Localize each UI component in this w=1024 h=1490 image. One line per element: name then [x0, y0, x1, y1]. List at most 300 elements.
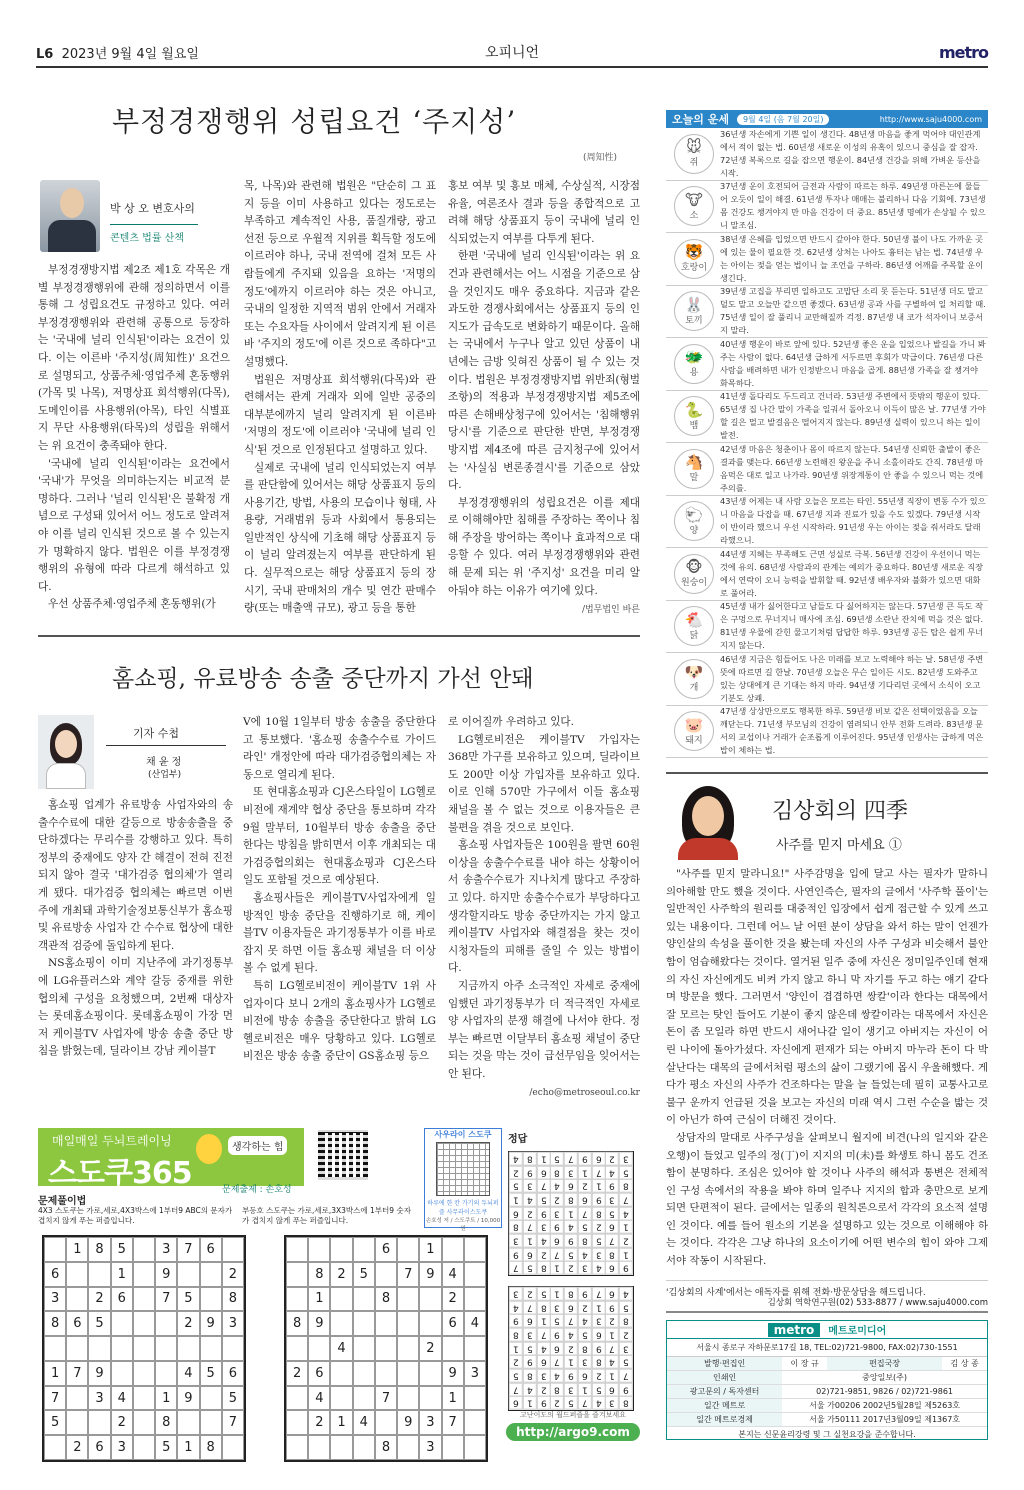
- sudoku-cell[interactable]: 7: [44, 1386, 66, 1411]
- sudoku-cell[interactable]: [442, 1435, 464, 1460]
- sudoku-cell[interactable]: [397, 1336, 419, 1361]
- answer-cell: 2: [564, 1261, 578, 1275]
- answer-cell: 7: [550, 1355, 564, 1369]
- sudoku-cell[interactable]: [353, 1237, 375, 1262]
- answer-cell: 4: [564, 1328, 578, 1342]
- divider: [38, 635, 640, 637]
- answer-cell: 5: [523, 1261, 537, 1275]
- answer-cell: 2: [550, 1193, 564, 1207]
- column-label: 기자 수첩: [133, 727, 180, 740]
- answer-grid-2: [508, 1286, 634, 1411]
- sudoku-cell[interactable]: 1: [111, 1262, 133, 1287]
- sudoku-cell[interactable]: 6: [375, 1237, 397, 1262]
- sudoku-cell[interactable]: 9: [177, 1386, 199, 1411]
- sudoku-cell[interactable]: 6: [200, 1237, 222, 1262]
- sudoku-cell[interactable]: [111, 1311, 133, 1336]
- answer-cell: 9: [523, 1166, 537, 1180]
- sudoku-cell[interactable]: 5: [155, 1435, 177, 1460]
- sudoku-cell[interactable]: 6: [308, 1361, 330, 1386]
- answer-cell: 2: [564, 1342, 578, 1356]
- answer-cell: 1: [605, 1369, 619, 1383]
- sudoku-cell[interactable]: 8: [155, 1410, 177, 1435]
- answer-cell: 2: [537, 1383, 551, 1397]
- sudoku-cell[interactable]: 8: [44, 1311, 66, 1336]
- sudoku-cell[interactable]: [286, 1237, 308, 1262]
- zodiac-icon: 🐔 닭: [674, 606, 714, 646]
- sudoku-grid-1[interactable]: [42, 1235, 246, 1462]
- zodiac-icon: 🐷 돼지: [674, 711, 714, 751]
- sudoku-cell[interactable]: 8: [286, 1311, 308, 1336]
- metro-box-name: 메트로미디어: [828, 1326, 887, 1337]
- sudoku-cell[interactable]: [397, 1361, 419, 1386]
- sudoku-cell[interactable]: 4: [464, 1311, 486, 1336]
- sudoku-cell[interactable]: [464, 1410, 486, 1435]
- fortune-date: 9월 4일 (음 7월 20일): [737, 114, 830, 125]
- sudoku-cell[interactable]: [222, 1336, 244, 1361]
- answer-label: 정답: [508, 1134, 528, 1145]
- sudoku-cell[interactable]: [397, 1386, 419, 1411]
- sudoku-cell[interactable]: 7: [442, 1410, 464, 1435]
- fortune-title: 오늘의 운세: [672, 113, 729, 126]
- sudoku-cell[interactable]: [44, 1336, 66, 1361]
- sudoku-cell[interactable]: 2: [177, 1311, 199, 1336]
- sudoku-cell[interactable]: [330, 1311, 352, 1336]
- answer-cell: 2: [619, 1234, 633, 1248]
- sudoku-cell[interactable]: 2: [308, 1410, 330, 1435]
- sudoku-cell[interactable]: 3: [44, 1287, 66, 1312]
- paragraph: 법원은 저명상표 희석행위(다목)와 관련해서는 관계 거래자 외에 일반 공중의 대부분에까지 널리 알려지게 된 이른바 '저명의 정도'에 이르러야 '국내에 널리 인식'된 것으로 인정된다고 설명하고 있다.: [244, 373, 436, 456]
- cell: 광고문의 / 독자센터: [667, 1385, 782, 1399]
- sudoku-cell[interactable]: 1: [330, 1410, 352, 1435]
- sudoku-cell[interactable]: [442, 1237, 464, 1262]
- zodiac-icon: 🐯 호랑이: [674, 239, 714, 279]
- sudoku-cell[interactable]: [177, 1262, 199, 1287]
- sudoku-cell[interactable]: [200, 1287, 222, 1312]
- answer-cell: 8: [509, 1220, 523, 1234]
- answer-cell: 1: [523, 1234, 537, 1248]
- answer-cell: 5: [605, 1207, 619, 1221]
- page-date: L6 2023년 9월 4일 월요일: [36, 46, 199, 62]
- sudoku-cell[interactable]: [155, 1361, 177, 1386]
- sudoku-cell[interactable]: [66, 1262, 88, 1287]
- sudoku-cell[interactable]: 1: [155, 1386, 177, 1411]
- answer-cell: 6: [509, 1396, 523, 1410]
- sudoku-cell[interactable]: 5: [200, 1361, 222, 1386]
- sudoku-cell[interactable]: 1: [66, 1237, 88, 1262]
- sudoku-cell[interactable]: 9: [308, 1311, 330, 1336]
- answer-cell: 2: [578, 1301, 592, 1315]
- answer-cell: 4: [605, 1355, 619, 1369]
- metro-box-logo: metro: [768, 1323, 821, 1337]
- answer-cell: 6: [564, 1179, 578, 1193]
- sudoku-cell[interactable]: 2: [111, 1410, 133, 1435]
- answer-cell: 6: [592, 1328, 606, 1342]
- article1-col3: [448, 178, 640, 620]
- paragraph: 홈쇼핑사들은 케이블TV사업자에게 일방적인 방송 중단을 진행하기로 해, 케이블TV 이용자들은 과기정통부가 이를 바로잡지 못 하면 이들 홈쇼핑 채널을 더 이상 볼 수 없게 된다.: [243, 891, 436, 975]
- sudoku-cell[interactable]: [464, 1287, 486, 1312]
- answer-cell: 1: [619, 1248, 633, 1262]
- paragraph: '국내에 널리 인식된'이라는 요건에서 '국내'가 무엇을 의미하는지는 비교적 분명하다. 그러나 '널리 인식된'은 불확정 개념으로 구성돼 있어서 어느 정도로 알려져야 이를 널리 인식된 것으로 볼 수 있는지가 명확하지 않다. 법원은 이를 부정경쟁행위의 유형에 따라 다르게 해석하고 있다.: [38, 457, 230, 593]
- cell: 서울 가50111 2017년3월09일 제1367호: [782, 1413, 987, 1427]
- sudoku-cell[interactable]: [111, 1361, 133, 1386]
- answer-cell: 6: [550, 1234, 564, 1248]
- sudoku-cell[interactable]: 7: [66, 1361, 88, 1386]
- answer-cell: 9: [605, 1301, 619, 1315]
- answer-cell: 6: [509, 1207, 523, 1221]
- fortune-text: 45년생 내가 싫어한다고 남들도 다 싫어하지는 않는다. 57년생 큰 득도 작은 구멍으로 무너지니 매사에 조심. 69년생 소란난 잔치에 먹을 것은 없다. 81년생 우물에 갇힌 물고기처럼 답답한 하루. 93년생 공든 탑은 쉽게 무너지지 않는다.: [720, 601, 984, 651]
- sudoku-cell[interactable]: 5: [111, 1237, 133, 1262]
- sudoku-cell[interactable]: 9: [397, 1410, 419, 1435]
- answer-cell: 2: [509, 1355, 523, 1369]
- sudoku-cell[interactable]: 5: [177, 1287, 199, 1312]
- sudoku-cell[interactable]: [330, 1386, 352, 1411]
- answer-cell: 7: [523, 1220, 537, 1234]
- sudoku-cell[interactable]: [308, 1237, 330, 1262]
- answer-cell: 3: [592, 1314, 606, 1328]
- qr-code-overlay: [318, 1130, 368, 1180]
- sudoku-cell[interactable]: 6: [111, 1287, 133, 1312]
- answer-cell: 5: [592, 1234, 606, 1248]
- answer-cell: 4: [605, 1166, 619, 1180]
- article2-col3: [448, 714, 640, 1103]
- answer-cell: 3: [578, 1355, 592, 1369]
- fortune-url: http://www.saju4000.com: [879, 114, 982, 124]
- sudoku-cell[interactable]: [88, 1410, 110, 1435]
- sudoku-cell[interactable]: 9: [88, 1361, 110, 1386]
- sudoku-cell[interactable]: 7: [375, 1386, 397, 1411]
- paragraph: 로 이어질까 우려하고 있다.: [448, 716, 575, 728]
- sudoku-cell[interactable]: [200, 1262, 222, 1287]
- answer-cell: 8: [578, 1342, 592, 1356]
- cell: 김 상 종: [942, 1357, 987, 1371]
- sudoku-cell[interactable]: 9: [442, 1361, 464, 1386]
- sudoku-cell[interactable]: 3: [464, 1361, 486, 1386]
- sudoku-cell[interactable]: [286, 1386, 308, 1411]
- zodiac-icon: 🐑 양: [674, 501, 714, 541]
- sudoku-cell[interactable]: [66, 1410, 88, 1435]
- sudoku-cell[interactable]: [44, 1237, 66, 1262]
- sudoku-cell[interactable]: [133, 1435, 155, 1460]
- answer-cell: 5: [523, 1342, 537, 1356]
- sudoku-cell[interactable]: 1: [419, 1237, 441, 1262]
- sudoku-cell[interactable]: 6: [66, 1311, 88, 1336]
- sudoku-cell[interactable]: 1: [44, 1361, 66, 1386]
- paragraph: 한편 '국내에 널리 인식된'이라는 위 요건과 관련해서는 어느 시점을 기준으로 삼을 것인지도 매우 중요하다. 지금과 같은 과도한 경쟁사회에서는 상품표지 등의 인지도가 급속도로 변화하기 때문이다. 올해는 국내에서 누구나 알고 있던 상품이 내년에는 금방 잊혀진 상품이 될 수 있는 것이다. 법원은 부정경쟁방지법 위반죄(형벌 조항)의 적용과 부정경쟁방지법 제5조에 따른 손해배상청구에 있어서는 '침해행위 당시'를 기준으로 판단한 반면, 부정경쟁방지법 제4조에 따른 금지청구에 있어서는 '사실심 변론종결시'를 기준으로 삼았다.: [448, 250, 640, 492]
- article2-col1: [38, 797, 233, 1061]
- answer-cell: 8: [564, 1193, 578, 1207]
- sudoku-cell[interactable]: [133, 1311, 155, 1336]
- answer-cell: 7: [550, 1248, 564, 1262]
- answer-cell: 2: [605, 1152, 619, 1166]
- answer-cell: 7: [523, 1301, 537, 1315]
- answer-cell: 7: [564, 1314, 578, 1328]
- sudoku-cell[interactable]: [353, 1287, 375, 1312]
- answer-cell: 4: [592, 1261, 606, 1275]
- sudoku-cell[interactable]: [222, 1237, 244, 1262]
- sudoku-cell[interactable]: [155, 1336, 177, 1361]
- sudoku-cell[interactable]: 3: [155, 1237, 177, 1262]
- sudoku-cell[interactable]: [133, 1237, 155, 1262]
- sudoku-cell[interactable]: [375, 1336, 397, 1361]
- fortune-text: 42년생 마음은 청춘이나 몸이 따르지 않는다. 54년생 신뢰한 출발이 좋은 결과를 맺는다. 66년생 노련해진 왕운을 주니 소홀이라도 간직. 78년생 마음먹은 대로 일고 나가라. 90년생 위장계통이 안 좋을 수 있으니 먹는 것에 주의를.: [720, 443, 984, 493]
- sudoku-cell[interactable]: [66, 1386, 88, 1411]
- sudoku-cell[interactable]: 2: [88, 1287, 110, 1312]
- paragraph: LG헬로비전은 케이블TV 가입자는 368만 가구를 보유하고 있으며, 딜라이브도 200만 이상 가입자를 보유하고 있다. 이로 인해 570만 가구에서 이들 홈쇼핑 채널을 볼 수 없는 것으로 이용자들은 큰 불편을 겪을 것으로 보인다.: [448, 733, 640, 834]
- sudoku-cell[interactable]: [200, 1386, 222, 1411]
- sudoku-cell[interactable]: 3: [222, 1311, 244, 1336]
- sudoku-cell[interactable]: [88, 1336, 110, 1361]
- answer-cell: 6: [564, 1301, 578, 1315]
- answer-cell: 4: [578, 1248, 592, 1262]
- sudoku-cell[interactable]: 5: [88, 1311, 110, 1336]
- sudoku-cell[interactable]: [353, 1336, 375, 1361]
- sudoku-cell[interactable]: [133, 1336, 155, 1361]
- zodiac-icon: 🐵 원숭이: [674, 554, 714, 594]
- cell: 이 장 규: [782, 1357, 827, 1371]
- sudoku-cell[interactable]: [200, 1336, 222, 1361]
- sudoku-cell[interactable]: [286, 1435, 308, 1460]
- sudoku-cell[interactable]: [397, 1311, 419, 1336]
- answer-cell: 7: [619, 1369, 633, 1383]
- sudoku-cell[interactable]: [133, 1287, 155, 1312]
- sudoku-cell[interactable]: 2: [442, 1287, 464, 1312]
- zodiac-name: 토끼: [685, 315, 703, 326]
- sudoku-cell[interactable]: [353, 1435, 375, 1460]
- sudoku-cell[interactable]: 8: [88, 1237, 110, 1262]
- argo-url[interactable]: http://argo9.com: [506, 1423, 640, 1441]
- sudoku-section: [38, 1128, 640, 1460]
- sudoku-cell[interactable]: [353, 1311, 375, 1336]
- sudoku-cell[interactable]: 5: [222, 1386, 244, 1411]
- answer-cell: 2: [523, 1207, 537, 1221]
- answer-cell: 7: [537, 1179, 551, 1193]
- sudoku-cell[interactable]: [464, 1336, 486, 1361]
- sudoku-cell[interactable]: [375, 1262, 397, 1287]
- sudoku-cell[interactable]: 9: [155, 1262, 177, 1287]
- zodiac-name: 쥐: [689, 158, 699, 169]
- book-ad[interactable]: [424, 1128, 502, 1232]
- sudoku-cell[interactable]: 7: [397, 1262, 419, 1287]
- article1-col1: [38, 262, 230, 614]
- sudoku-cell[interactable]: 3: [419, 1410, 441, 1435]
- fortune-row: [666, 338, 988, 391]
- sudoku-cell[interactable]: [88, 1262, 110, 1287]
- sudoku-cell[interactable]: 3: [111, 1435, 133, 1460]
- zodiac-icon: 🐰 토끼: [674, 291, 714, 331]
- sudoku-cell[interactable]: 1: [177, 1435, 199, 1460]
- fortune-text: 37년생 운이 호전되어 금전과 사람이 따르는 하루. 49년생 마른논에 물들어 오듯이 일이 해결. 61년생 투자나 매매는 불리하니 다음 기회에. 73년생 몸 건강도 챙겨야지 만 마음 건강이 더 중요. 85년생 명예가 손상될 수 있으니 말조심.: [720, 181, 986, 231]
- sudoku-cell[interactable]: [464, 1262, 486, 1287]
- sudoku-cell[interactable]: 7: [177, 1237, 199, 1262]
- answer-cell: 7: [578, 1396, 592, 1410]
- sudoku-cell[interactable]: [155, 1311, 177, 1336]
- sudoku-cell[interactable]: 9: [200, 1311, 222, 1336]
- answer-cell: 6: [605, 1220, 619, 1234]
- sudoku-cell[interactable]: [177, 1410, 199, 1435]
- zodiac-icon: 🐭 쥐: [674, 134, 714, 174]
- answer-cell: 7: [605, 1234, 619, 1248]
- sudoku-cell[interactable]: [66, 1287, 88, 1312]
- answer-cell: 9: [550, 1328, 564, 1342]
- sudoku-cell[interactable]: 1: [308, 1287, 330, 1312]
- answer-cell: 2: [592, 1369, 606, 1383]
- sudoku-cell[interactable]: [133, 1361, 155, 1386]
- sudoku-cell[interactable]: 8: [222, 1287, 244, 1312]
- answer-cell: 9: [537, 1396, 551, 1410]
- sudoku-cell[interactable]: 8: [375, 1287, 397, 1312]
- sudoku-cell[interactable]: 2: [66, 1435, 88, 1460]
- sudoku-cell[interactable]: [464, 1386, 486, 1411]
- answer-cell: 4: [537, 1234, 551, 1248]
- sudoku-cell[interactable]: 2: [222, 1262, 244, 1287]
- answer-cell: 4: [564, 1220, 578, 1234]
- answer-cell: 3: [564, 1166, 578, 1180]
- answer-cell: 1: [592, 1301, 606, 1315]
- sudoku-cell[interactable]: [397, 1435, 419, 1460]
- answer-grid-1: [508, 1151, 634, 1276]
- zodiac-name: 말: [689, 473, 699, 484]
- sudoku-cell[interactable]: [330, 1237, 352, 1262]
- sudoku-cell[interactable]: [419, 1361, 441, 1386]
- sudoku-cell[interactable]: 6: [88, 1435, 110, 1460]
- divider: [666, 772, 988, 774]
- banner-title: 스도쿠365: [48, 1156, 192, 1191]
- sudoku-cell[interactable]: 8: [200, 1435, 222, 1460]
- sudoku-cell[interactable]: [66, 1336, 88, 1361]
- sudoku-cell[interactable]: 7: [155, 1287, 177, 1312]
- sudoku-cell[interactable]: [375, 1311, 397, 1336]
- sudoku-cell[interactable]: 1: [442, 1386, 464, 1411]
- sudoku-cell[interactable]: [419, 1287, 441, 1312]
- answer-cell: 6: [523, 1248, 537, 1262]
- sudoku-cell[interactable]: [200, 1410, 222, 1435]
- mini-grid-icon: [436, 1142, 490, 1196]
- sudoku-cell[interactable]: [44, 1435, 66, 1460]
- answer-cell: 4: [523, 1193, 537, 1207]
- sudoku-cell[interactable]: 6: [44, 1262, 66, 1287]
- sudoku-cell[interactable]: [111, 1336, 133, 1361]
- answer-cell: 8: [550, 1383, 564, 1397]
- sudoku-cell[interactable]: 8: [308, 1262, 330, 1287]
- sudoku-cell[interactable]: [222, 1435, 244, 1460]
- sudoku-cell[interactable]: 8: [375, 1435, 397, 1460]
- sudoku-cell[interactable]: [286, 1287, 308, 1312]
- sudoku-cell[interactable]: [397, 1287, 419, 1312]
- paragraph: 지금까지 아주 소극적인 자세로 중재에 임했던 과기정통부가 더 적극적인 자세로 양 사업자의 분쟁 해결에 나서야 한다. 정부는 빠르면 이달부터 홈쇼핑 채널이 중단되는 것을 막는 것이 급선무임을 잊어서는 안 된다.: [448, 979, 640, 1080]
- sudoku-cell[interactable]: 3: [88, 1386, 110, 1411]
- sudoku-cell[interactable]: [375, 1410, 397, 1435]
- paragraph: 목, 나목)와 관련해 법원은 "단순히 그 표지 등을 이미 사용하고 있다는 정도로는 부족하고 계속적인 사용, 품질개량, 광고선전 등으로 우월적 지위를 획득할 정도에 이르러야 하나, 국내 전역에 걸쳐 모든 사람들에게 주지돼 있음을 요하는 '저명의 정도'에까지 이르러야 하는 것은 아니고, 국내의 일정한 지역적 범위 안에서 거래자 또는 수요자들 사이에서 알려지게 된 이른바 '주지의 정도'에 이른 것으로 족하다"고 설명했다.: [244, 180, 436, 368]
- answer-cell: 3: [523, 1328, 537, 1342]
- answer-cell: 7: [578, 1207, 592, 1221]
- answer-cell: 4: [509, 1301, 523, 1315]
- cell: 인쇄인: [667, 1371, 782, 1385]
- article1-title: 부정경쟁행위 성립요건 ‘주지성’: [112, 105, 517, 138]
- sudoku-cell[interactable]: 5: [353, 1262, 375, 1287]
- sudoku-cell[interactable]: [419, 1311, 441, 1336]
- sudoku-cell[interactable]: [464, 1237, 486, 1262]
- sudoku-cell[interactable]: [308, 1435, 330, 1460]
- answer-cell: 3: [564, 1383, 578, 1397]
- sudoku-cell[interactable]: [308, 1336, 330, 1361]
- answer-cell: 2: [523, 1287, 537, 1301]
- problem-label: 문제풀이법: [38, 1196, 87, 1207]
- sudoku-cell[interactable]: 3: [419, 1435, 441, 1460]
- sudoku-cell[interactable]: 5: [44, 1410, 66, 1435]
- sudoku-cell[interactable]: [133, 1410, 155, 1435]
- answer-cell: 2: [592, 1220, 606, 1234]
- sudoku-cell[interactable]: 7: [222, 1410, 244, 1435]
- sudoku-cell[interactable]: [464, 1435, 486, 1460]
- sudoku-cell[interactable]: 4: [111, 1386, 133, 1411]
- answer-cell: 8: [550, 1166, 564, 1180]
- sudoku-cell[interactable]: [397, 1237, 419, 1262]
- article2-author: [38, 715, 233, 790]
- paragraph: 상담자의 말대로 사주구성을 살펴보니 월지에 비견(나의 일지와 같은 오행)이 들었고 일주의 정(丁)이 지지의 미(未)를 화생토 하니 몸도 건조함이 분명하다. 조심은 있어야 할 것이나 사주의 해석과 통변은 전체적인 구성 속에서의 작용을 봐야 하며 일주나 지지의 합과 충만으로 보게 되면 단편적이 된다. 글에서는 일종의 원칙론으로서 각각의 요소적 설명인 것이다. 예를 들어 원소의 기본을 설명하고 있는 것으로 이해해야 하는 것이다. 각각은 그냥 하나의 요소이기에 어떤 변수의 힘이 와야 그제서야 작동이 시작된다.: [666, 1131, 988, 1268]
- sudoku-cell[interactable]: [375, 1361, 397, 1386]
- sudoku-cell[interactable]: 6: [222, 1361, 244, 1386]
- sudoku-cell[interactable]: [442, 1336, 464, 1361]
- answer-cell: 6: [523, 1314, 537, 1328]
- sudoku-cell[interactable]: 4: [330, 1336, 352, 1361]
- answer-cell: 9: [619, 1383, 633, 1397]
- sudoku-cell[interactable]: [353, 1361, 375, 1386]
- sudoku-cell[interactable]: [353, 1386, 375, 1411]
- sudoku-cell[interactable]: 6: [442, 1311, 464, 1336]
- author-name: 박 상 오 변호사의: [110, 202, 195, 215]
- sudoku-cell[interactable]: 4: [442, 1262, 464, 1287]
- answer-cell: 5: [619, 1301, 633, 1315]
- sudoku-author: 문제출제 : 손호성: [222, 1185, 292, 1195]
- answer-cell: 1: [592, 1179, 606, 1193]
- sudoku-cell[interactable]: [286, 1410, 308, 1435]
- fortune-text: 39년생 고집을 부리면 일하고도 고맙단 소리 못 듣는다. 51년생 더도 말고 덜도 말고 오늘만 같으면 좋겠다. 63년생 공과 사를 구별하여 일 처리할 때. 75년생 일이 잘 풀리니 교만해질까 걱정. 87년생 내 코가 석자이니 보증서지 말라.: [720, 286, 986, 336]
- answer-cell: 6: [605, 1261, 619, 1275]
- sudoku-cell[interactable]: [177, 1336, 199, 1361]
- columnist-photo: [674, 784, 740, 860]
- answer-box: [508, 1130, 640, 1411]
- answer-cell: 6: [550, 1342, 564, 1356]
- sudoku-cell[interactable]: 2: [330, 1262, 352, 1287]
- article1-subtitle: (周知性): [583, 153, 618, 163]
- sudoku-cell[interactable]: [133, 1262, 155, 1287]
- argo-ad[interactable]: [506, 1410, 640, 1441]
- answer-cell: 5: [564, 1248, 578, 1262]
- sudoku-cell[interactable]: 4: [353, 1410, 375, 1435]
- fortune-row: [666, 128, 988, 181]
- sudoku-cell[interactable]: [286, 1262, 308, 1287]
- answer-cell: 1: [578, 1166, 592, 1180]
- sudoku-cell[interactable]: 9: [419, 1262, 441, 1287]
- sudoku-cell[interactable]: [419, 1386, 441, 1411]
- sudoku-cell[interactable]: 2: [419, 1336, 441, 1361]
- sudoku-grid-2[interactable]: [284, 1235, 488, 1462]
- sudoku-cell[interactable]: 4: [177, 1361, 199, 1386]
- answer-cell: 4: [537, 1342, 551, 1356]
- sudoku-cell[interactable]: 4: [308, 1386, 330, 1411]
- sudoku-cell[interactable]: [330, 1361, 352, 1386]
- sudoku-cell[interactable]: [330, 1287, 352, 1312]
- sudoku-cell[interactable]: 2: [286, 1361, 308, 1386]
- answer-cell: 9: [523, 1355, 537, 1369]
- sudoku-cell[interactable]: [330, 1435, 352, 1460]
- zodiac-name: 닭: [689, 630, 699, 641]
- column3-body: [666, 866, 988, 1271]
- cell: 일간 메트로: [667, 1399, 782, 1413]
- sudoku-cell[interactable]: [286, 1336, 308, 1361]
- answer-cell: 7: [592, 1166, 606, 1180]
- sudoku-cell[interactable]: [133, 1386, 155, 1411]
